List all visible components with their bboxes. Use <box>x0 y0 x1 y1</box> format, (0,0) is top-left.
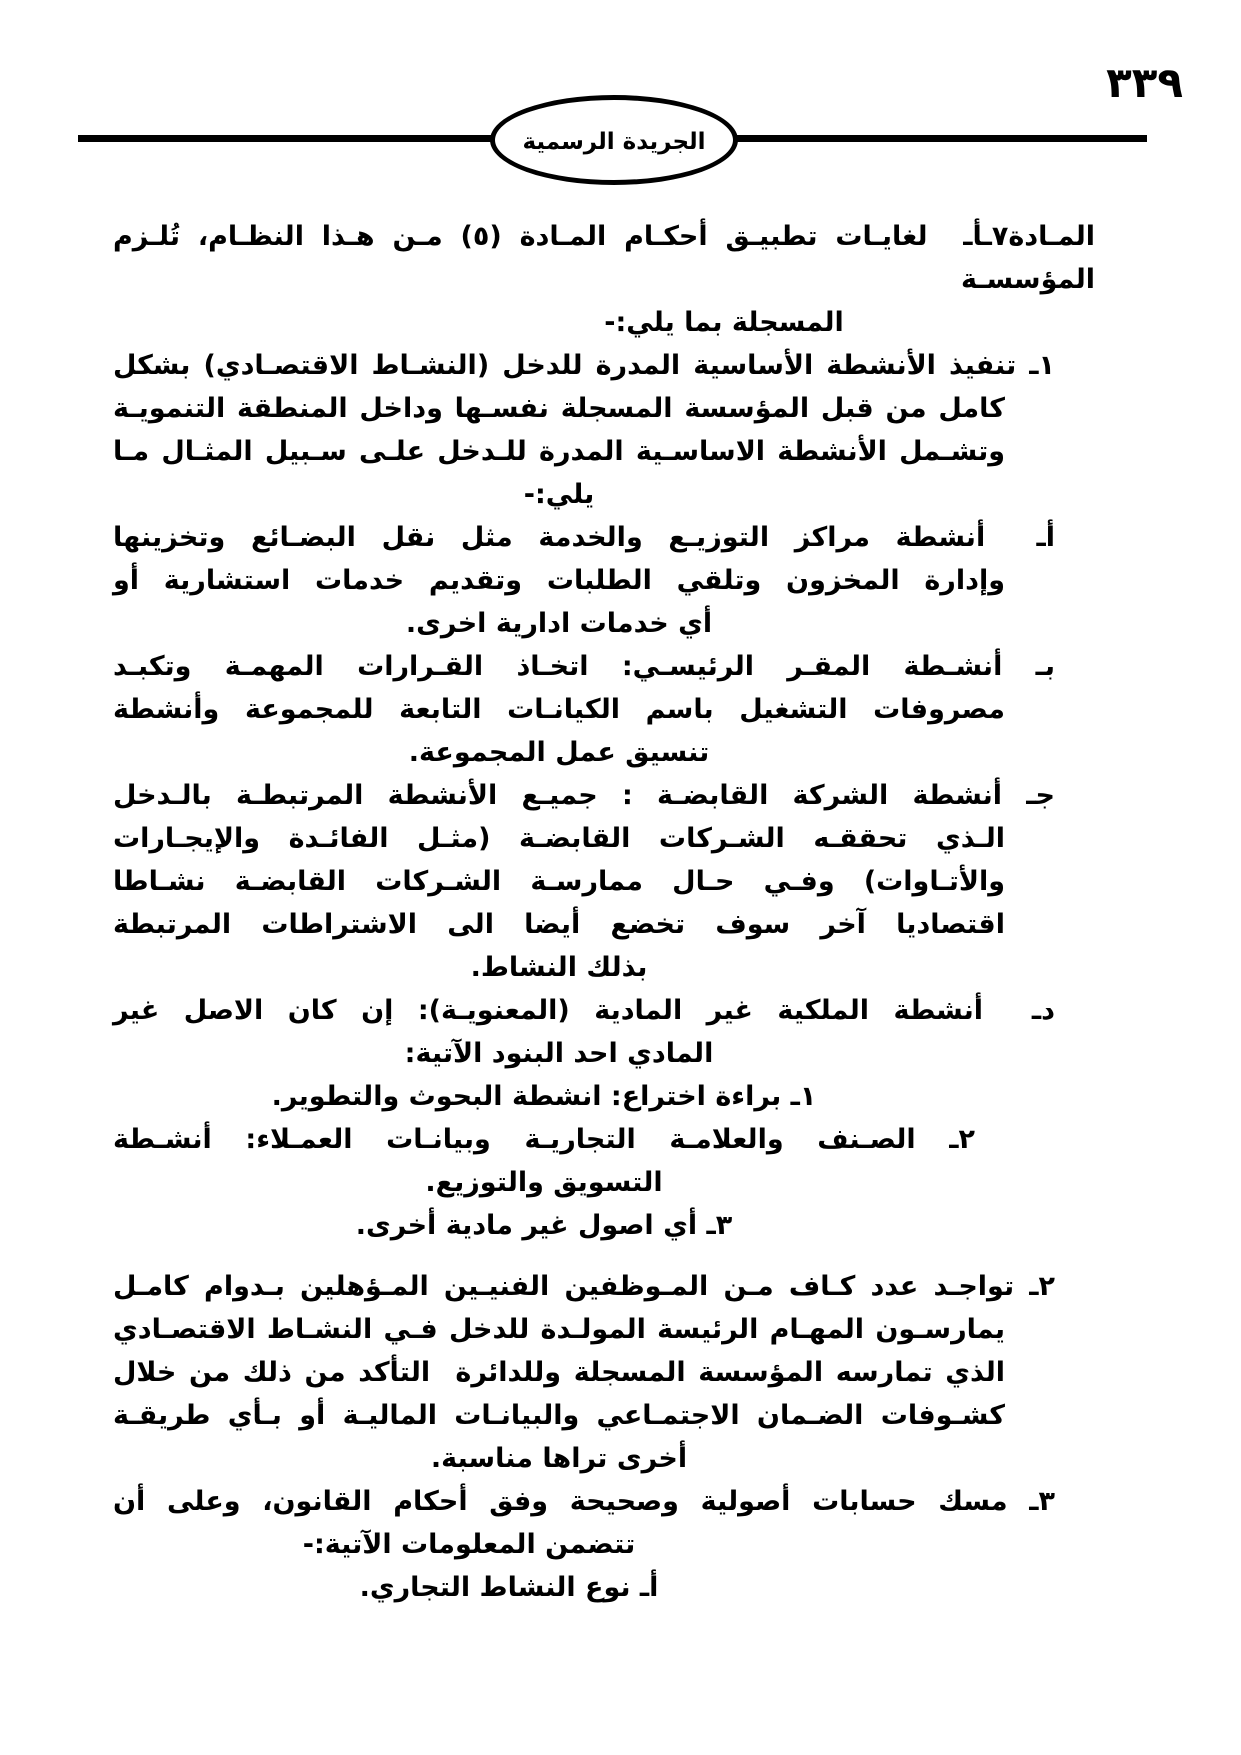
text-line: المـادة٧ـأـ لغايـات تطبيـق أحكـام المـادة (٥) مـن هـذا النظـام، تُلـزم المؤسسـة <box>113 221 1095 295</box>
page-number: ٣٣٩ <box>1106 58 1183 107</box>
text-line: والأتـاوات) وفـي حـال ممارسـة الشـركات القابضـة نشـاطا <box>113 866 1005 897</box>
text-line: ٢ـ الصـنف والعلامـة التجاريـة وبيانـات العمـلاء: أنشـطة <box>113 1124 975 1155</box>
article-text <box>113 215 1095 1609</box>
text-line: بذلك النشاط. <box>470 952 648 983</box>
text-line: أخرى تراها مناسبة. <box>430 1443 688 1474</box>
text-line: المادي احد البنود الآتية: <box>404 1038 714 1069</box>
text-line: التسويق والتوزيع. <box>425 1167 663 1198</box>
text-line: ٣ـ أي اصول غير مادية أخرى. <box>355 1210 733 1241</box>
text-line: الـذي تحققـه الشـركات القابضـة (مثـل الفائـدة والإيجـارات <box>113 823 1005 854</box>
text-line: أـ أنشطة مراكز التوزيـع والخدمة مثل نقل البضـائع وتخزينها <box>113 522 1055 553</box>
text-line: كامل من قبل المؤسسة المسجلة نفسـها وداخل المنطقة التنمويـة <box>113 393 1005 424</box>
gazette-banner-title: الجريدة الرسمية <box>522 129 706 155</box>
text-line: تنسيق عمل المجموعة. <box>408 737 710 768</box>
text-line: أـ نوع النشاط التجاري. <box>359 1572 659 1603</box>
text-line: يلي:- <box>523 479 595 510</box>
text-line: مصروفات التشغيل باسم الكيانـات التابعة للمجموعة وأنشطة <box>113 694 1005 725</box>
text-line: يمارسـون المهـام الرئيسة المولـدة للدخل فـي النشـاط الاقتصـادي <box>113 1314 1005 1345</box>
text-line: ٣ـ مسك حسابات أصولية وصحيحة وفق أحكام القانون، وعلى أن <box>113 1486 1055 1517</box>
text-line: كشـوفات الضـمان الاجتمـاعي والبيانـات الماليـة أو بـأي طريقـة <box>113 1400 1005 1431</box>
text-line: ٢ـ تواجـد عدد كـاف مـن المـوظفين الفنيـين المـؤهلين بـدوام كامـل <box>113 1271 1055 1302</box>
text-line: اقتصاديا آخر سوف تخضع أيضا الى الاشتراطات المرتبطة <box>113 909 1005 940</box>
text-line: دـ أنشطة الملكية غير المادية (المعنويـة): إن كان الاصل غير <box>113 995 1055 1026</box>
text-line: الذي تمارسه المؤسسة المسجلة وللدائرة التأكد من ذلك من خلال <box>113 1357 1005 1388</box>
text-line: ١ـ تنفيذ الأنشطة الأساسية المدرة للدخل (النشـاط الاقتصـادي) بشكل <box>113 350 1055 381</box>
gazette-banner-ellipse <box>490 95 738 185</box>
text-line: المسجلة بما يلي:- <box>604 307 844 338</box>
text-line: وتشـمل الأنشطة الاساسـية المدرة للـدخل علـى سـبيل المثـال مـا <box>113 436 1005 467</box>
text-line: وإدارة المخزون وتلقي الطلبات وتقديم خدمات استشارية أو <box>113 565 1005 596</box>
text-line: أي خدمات ادارية اخرى. <box>405 608 713 639</box>
text-line: بـ أنشـطة المقـر الرئيسـي: اتخـاذ القـرارات المهمـة وتكبـد <box>113 651 1055 682</box>
text-line: جـ أنشطة الشركة القابضـة : جميـع الأنشطة المرتبطـة بالـدخل <box>113 780 1055 811</box>
text-line: تتضمن المعلومات الآتية:- <box>302 1529 636 1560</box>
text-line: ١ـ براءة اختراع: انشطة البحوث والتطوير. <box>271 1081 817 1112</box>
